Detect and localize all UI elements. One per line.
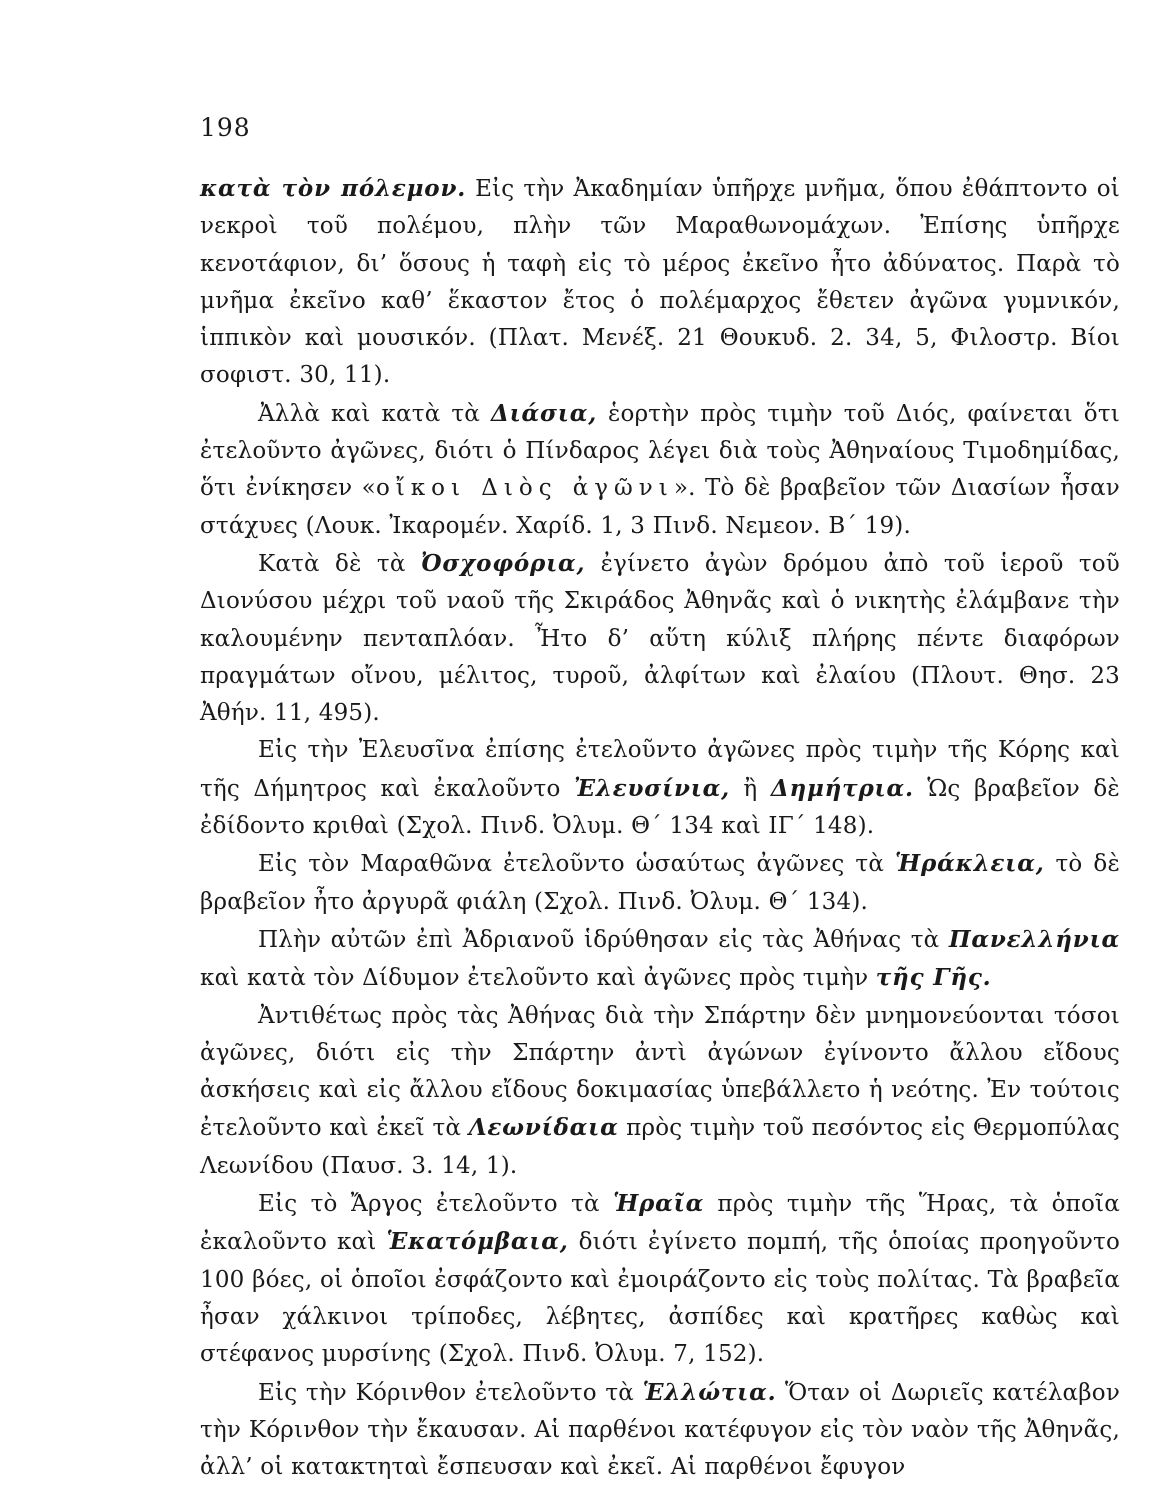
heading-term: κατὰ τὸν πόλεμον. <box>200 175 467 202</box>
text-run: Εἰς τὴν Ἐλευσῖνα ἐπίσης ἐτελοῦντο ἀγῶνες πρὸς τιμὴν τῆς Κόρης καὶ τῆς Δήμητρος καὶ ἐκαλοῦντο <box>200 737 1120 802</box>
text-run: Κατὰ δὲ τὰ <box>258 550 421 577</box>
festival-name: Ἡραῖα <box>613 1190 705 1218</box>
text-run: Πλὴν αὐτῶν ἐπὶ Ἀδριανοῦ ἱδρύθησαν εἰς τὰς Ἀθήνας τὰ <box>258 926 949 953</box>
spaced-quote: οἴκοι Διὸς ἀγῶνι <box>375 475 674 502</box>
text-run: ἐγίνετο ἀγὼν δρόμου ἀπὸ τοῦ ἱεροῦ τοῦ Διονύσου μέχρι τοῦ ναοῦ τῆς Σκιράδος Ἀθηνᾶς καὶ ὁ νικητὴς ἐλάμβανε τὴν καλουμένην πενταπλόαν. Ἦτο δ’ αὕτη κύλιξ πλήρης πέντε διαφόρων πραγμάτων οἴνου, μέλιτος, τυροῦ, ἀλφίτων καὶ ἐλαίου (Πλουτ. Θησ. 23 Ἀθήν. 11, 495). <box>200 550 1120 727</box>
festival-name: Δημήτρια. <box>770 774 914 802</box>
text-run: ». Τὸ δὲ βραβεῖον τῶν Διασίων ἦσαν στάχυες (Λουκ. Ἰκαρομέν. Χαρίδ. 1, 3 Πινδ. Νεμεον. Β΄ 19). <box>200 475 1120 539</box>
festival-name: Λεωνίδαια <box>468 1114 619 1142</box>
paragraph-1 <box>200 170 1120 395</box>
text-run: καὶ κατὰ τὸν Δίδυμον ἐτελοῦντο καὶ ἀγῶνες πρὸς τιμὴν <box>200 965 876 992</box>
festival-name: Ἐλευσίνια, <box>573 774 730 802</box>
paragraph-3 <box>200 545 1120 732</box>
festival-name: Ἑκατόμβαια, <box>386 1228 569 1256</box>
festival-name: Ἡράκλεια, <box>895 850 1045 878</box>
text-run: Εἰς τὸ Ἄργος ἐτελοῦντο τὰ <box>258 1191 614 1218</box>
paragraph-6 <box>200 921 1120 998</box>
paragraph-2 <box>200 395 1120 545</box>
text-run: πρὸς τιμὴν τῆς Ἥρας, τὰ ὁποῖα ἐκαλοῦντο καὶ <box>200 1191 1120 1256</box>
text-run: ἢ <box>730 775 771 802</box>
festival-name: Ὀσχοφόρια, <box>420 549 586 577</box>
text-run: διότι ἐγίνετο πομπή, τῆς ὁποίας προηγοῦντο 100 βόες, οἱ ὁποῖοι ἐσφάζοντο καὶ ἐμοιράζοντο εἰς τοὺς πολίτας. Τὰ βραβεῖα ἦσαν χάλκινοι τρίποδες, λέβητες, ἀσπίδες καὶ κρατῆρες καθὼς καὶ στέφανος μυρσίνης (Σχολ. Πινδ. Ὀλυμ. 7, 152). <box>200 1229 1120 1368</box>
text-run: Ἀλλὰ καὶ κατὰ τὰ <box>258 400 491 427</box>
festival-name: Πανελλήνια <box>948 925 1120 953</box>
text-run: Εἰς τὴν Ἀκαδημίαν ὑπῆρχε μνῆμα, ὅπου ἐθάπτοντο οἱ νεκροὶ τοῦ πολέμου, πλὴν τῶν Μαραθωνομάχων. Ἐπίσης ὑπῆρχε κενοτάφιον, δι’ ὅσους ἡ ταφὴ εἰς τὸ μέρος ἐκεῖνο ἦτο ἀδύνατος. Παρὰ τὸ μνῆμα ἐκεῖνο καθ’ ἕκαστον ἔτος ὁ πολέμαρχος ἔθετεν ἀγῶνα γυμνικόν, ἱππικὸν καὶ μουσικόν. (Πλατ. Μενέξ. 21 Θουκυδ. 2. 34, 5, Φιλοστρ. Βίοι σοφιστ. 30, 11). <box>200 176 1120 389</box>
text-run: Εἰς τὸν Μαραθῶνα ἐτελοῦντο ὡσαύτως ἀγῶνες τὰ <box>258 851 895 878</box>
paragraph-7 <box>200 998 1120 1185</box>
paragraph-8 <box>200 1185 1120 1373</box>
festival-name: τῆς Γῆς. <box>875 964 992 992</box>
text-run: ἑορτὴν πρὸς τιμὴν τοῦ Διός, φαίνεται ὅτι ἐτελοῦντο ἀγῶνες, διότι ὁ Πίνδαρος λέγει διὰ τοὺς Ἀθηναίους Τιμοδημίδας, ὅτι ἐνίκησεν « <box>200 400 1120 502</box>
paragraph-9 <box>200 1374 1120 1487</box>
text-run: πρὸς τιμὴν τοῦ πεσόντος εἰς Θερμοπύλας Λεωνίδου (Παυσ. 3. 14, 1). <box>200 1115 1121 1179</box>
text-run: τὸ δὲ βραβεῖον ἦτο ἀργυρᾶ φιάλη (Σχολ. Πινδ. Ὀλυμ. Θ΄ 134). <box>200 851 1120 915</box>
page-number: 198 <box>200 113 251 142</box>
paragraph-4 <box>200 732 1120 845</box>
paragraph-5 <box>200 845 1120 921</box>
text-run: Ὅταν οἱ Δωριεῖς κατέλαβον τὴν Κόρινθον τὴν ἔκαυσαν. Αἱ παρθένοι κατέφυγον εἰς τὸν ναὸν τῆς Ἀθηνᾶς, ἀλλ’ οἱ κατακτηταὶ ἔσπευσαν καὶ ἐκεῖ. Αἱ παρθένοι ἔφυγον <box>200 1379 1121 1481</box>
body-text <box>200 170 1120 1486</box>
text-run: Ἀντιθέτως πρὸς τὰς Ἀθήνας διὰ τὴν Σπάρτην δὲν μνημονεύονται τόσοι ἀγῶνες, διότι εἰς τὴν Σπάρτην ἀντὶ ἀγώνων ἐγίνοντο ἄλλου εἴδους ἀσκήσεις καὶ εἰς ἄλλου εἴδους δοκιμασίας ὑπεβάλλετο ἡ νεότης. Ἐν τούτοις ἐτελοῦντο καὶ ἐκεῖ τὰ <box>200 1002 1120 1142</box>
festival-name: Διάσια, <box>490 399 598 427</box>
text-run: Εἰς τὴν Κόρινθον ἐτελοῦντο τὰ <box>258 1379 643 1406</box>
festival-name: Ἑλλώτια. <box>642 1378 777 1406</box>
text-run: Ὡς βραβεῖον δὲ ἐδίδοντο κριθαὶ (Σχολ. Πινδ. Ὀλυμ. Θ΄ 134 καὶ ΙΓ΄ 148). <box>200 775 1120 840</box>
book-page <box>200 112 1120 1486</box>
